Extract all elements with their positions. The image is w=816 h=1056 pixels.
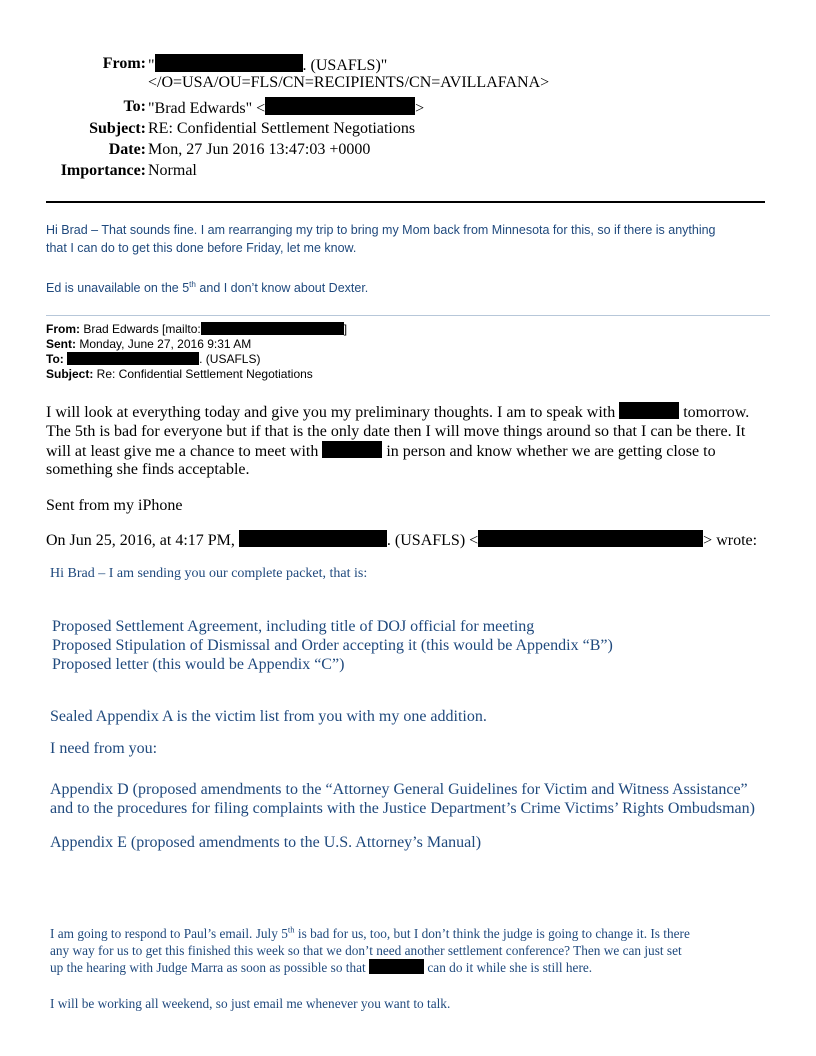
brad-line-1: [46, 402, 749, 423]
brad-text: in person and know whether we are getting close to: [386, 443, 716, 460]
quoted-from-value: Brad Edwards [mailto:: [80, 322, 201, 336]
reply-text: and I don’t know about Dexter.: [195, 281, 369, 295]
appendix-d-line-1: Appendix D (proposed amendments to the “Attorney General Guidelines for Victim and Witness Assistance”: [50, 781, 748, 798]
quoted-from: [46, 322, 347, 337]
sealed-appendix-note: Sealed Appendix A is the victim list from you with my one addition.: [50, 708, 487, 725]
header-divider: [46, 201, 765, 203]
importance-value: Normal: [148, 162, 197, 179]
quoted-subject-label: Subject:: [46, 367, 94, 381]
on-wrote-text: . (USAFLS) <: [386, 532, 479, 549]
from-address: </O=USA/OU=FLS/CN=RECIPIENTS/CN=AVILLAFANA>: [148, 74, 550, 91]
redaction-block: [67, 352, 199, 365]
to-value: [148, 97, 424, 119]
quoted-to-label: To:: [46, 352, 64, 366]
to-label: To:: [123, 98, 146, 115]
email-header: [0, 52, 816, 182]
respond-line-3: [50, 959, 592, 976]
respond-text: can do it while she is still here.: [427, 960, 593, 975]
to-close: >: [415, 100, 425, 117]
list-item: Proposed Settlement Agreement, including title of DOJ official for meeting: [52, 618, 535, 635]
quoted-subject: [46, 367, 313, 382]
quoted-sent: [46, 337, 251, 352]
redaction-block: [239, 530, 387, 547]
packet-list: [52, 617, 613, 674]
reply-paragraph-1-line-1: Hi Brad – That sounds fine. I am rearranging my trip to bring my Mom back from Minnesota for this, so if there is anything: [46, 223, 716, 237]
on-wrote-text: > wrote:: [703, 532, 758, 549]
quoted-from-close: ]: [343, 322, 348, 336]
superscript: th: [287, 924, 295, 935]
redaction-block: [619, 402, 679, 419]
on-wrote-line: [46, 530, 757, 551]
redaction-block: [201, 322, 344, 335]
quoted-to: [46, 352, 260, 367]
from-suffix: . (USAFLS)": [302, 57, 388, 74]
on-wrote-text: On Jun 25, 2016, at 4:17 PM,: [46, 532, 235, 549]
date-label: Date:: [108, 141, 146, 158]
respond-text: up the hearing with Judge Marra as soon as possible so that: [50, 960, 366, 975]
brad-line-4: something she finds acceptable.: [46, 461, 250, 478]
superscript: th: [189, 279, 196, 289]
brad-line-2: The 5th is bad for everyone but if that is the only date then I will move things around so that I can be there. It: [46, 423, 746, 440]
reply-text: Ed is unavailable on the 5: [46, 281, 190, 295]
from-label: From:: [102, 55, 146, 72]
reply-paragraph-1-line-2: that I can do to get this done before Friday, let me know.: [46, 241, 357, 255]
quoted-subject-value: Re: Confidential Settlement Negotiations: [93, 367, 313, 381]
list-item: Proposed letter (this would be Appendix “C”): [52, 656, 345, 673]
respond-line-1: [50, 925, 690, 942]
quoted-sent-value: Monday, June 27, 2016 9:31 AM: [76, 337, 252, 351]
redaction-block: [155, 54, 303, 72]
redaction-block: [265, 97, 415, 115]
respond-text: is bad for us, too, but I don’t think the judge is going to change it. Is there: [294, 926, 690, 941]
redaction-block: [478, 530, 703, 547]
need-from-you: I need from you:: [50, 740, 158, 757]
brad-text: tomorrow.: [683, 404, 750, 421]
brad-text: will at least give me a chance to meet with: [46, 443, 319, 460]
weekend-note: I will be working all weekend, so just email me whenever you want to talk.: [50, 996, 451, 1011]
subject-value: RE: Confidential Settlement Negotiations: [148, 120, 416, 137]
respond-text: I am going to respond to Paul’s email. July 5: [50, 926, 288, 941]
brad-signature: Sent from my iPhone: [46, 497, 183, 514]
brad-line-3: [46, 441, 716, 462]
quoted-from-label: From:: [46, 322, 80, 336]
respond-line-2: any way for us to get this finished this week so that we don’t need another settlement conference? Then we can just set: [50, 943, 682, 958]
redaction-block: [322, 441, 382, 458]
original-greeting: Hi Brad – I am sending you our complete packet, that is:: [50, 566, 368, 581]
from-quote: ": [148, 57, 155, 74]
reply-paragraph-2: [46, 279, 368, 297]
redaction-block: [369, 959, 424, 974]
quoted-sent-label: Sent:: [46, 337, 76, 351]
date-value: Mon, 27 Jun 2016 13:47:03 +0000: [148, 141, 371, 158]
to-name: "Brad Edwards" <: [148, 100, 266, 117]
importance-label: Importance:: [60, 162, 146, 179]
appendix-d-line-2: and to the procedures for filing complaints with the Justice Department’s Crime Victims’ Rights Ombudsman): [50, 800, 755, 817]
brad-text: I will look at everything today and give you my preliminary thoughts. I am to speak with: [46, 404, 616, 421]
subject-label: Subject:: [89, 120, 146, 137]
list-item: Proposed Stipulation of Dismissal and Order accepting it (this would be Appendix “B”): [52, 637, 613, 654]
quoted-divider: [46, 315, 770, 316]
quoted-to-value: . (USAFLS): [199, 352, 261, 366]
appendix-e: Appendix E (proposed amendments to the U.S. Attorney’s Manual): [50, 834, 482, 851]
